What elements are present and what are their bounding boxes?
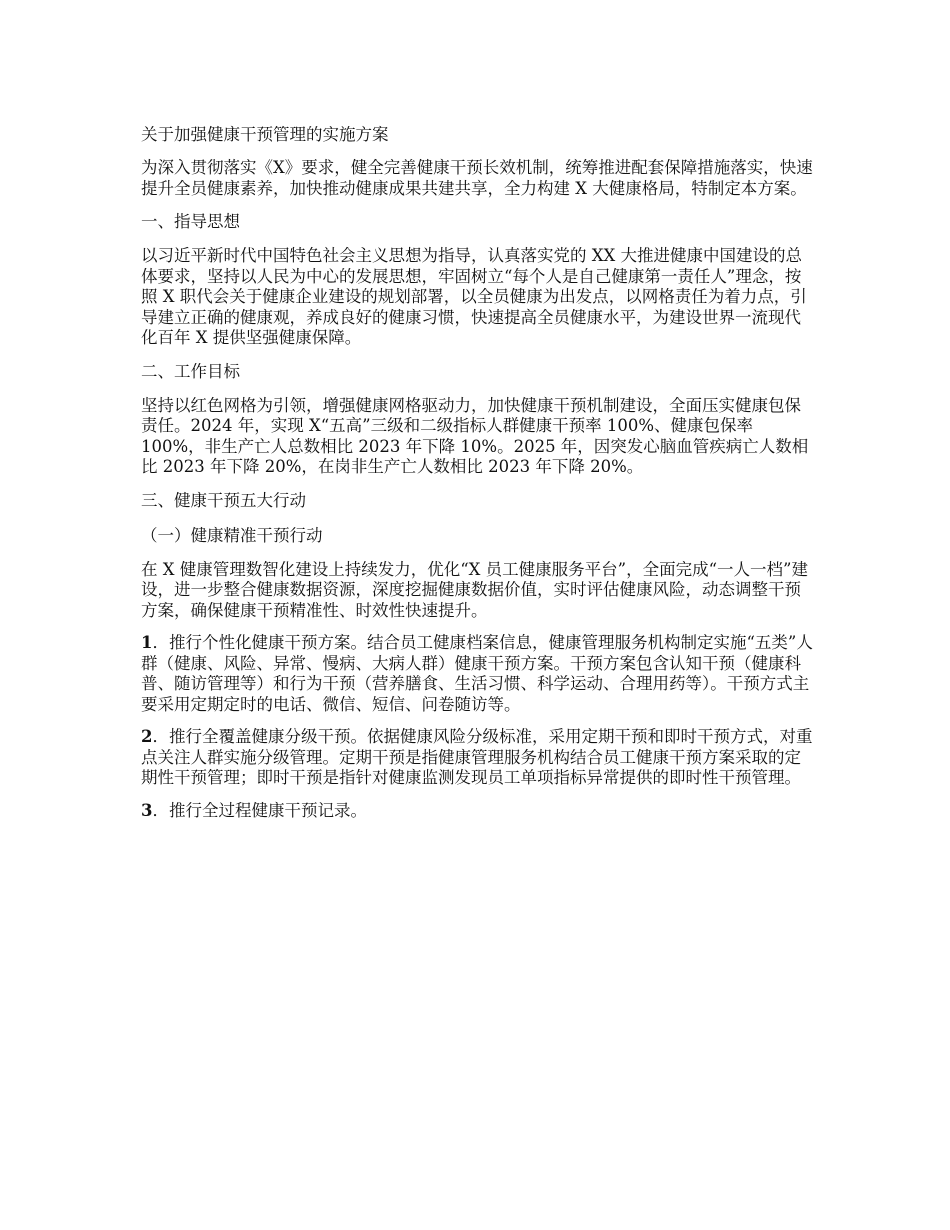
item-text: ．推行个性化健康干预方案。结合员工健康档案信息，健康管理服务机构制定实施“五类”人群（健康、风险、异常、慢病、大病人群）健康干预方案。干预方案包含认知干预（健康科普、随访管理等）和行为干预（营养膳食、生活习惯、科学运动、合理用药等）。干预方式主要采用定期定时的电话、微信、短信、问卷随访等。 (141, 633, 813, 714)
section-heading-work-goals: 二、工作目标 (141, 361, 240, 381)
guiding-ideology-paragraph: 以习近平新时代中国特色社会主义思想为指导，认真落实党的 XX 大推进健康中国建设的总体要求，坚持以人民为中心的发展思想，牢固树立“每个人是自己健康第一责任人”理念，按照 X 职代会关于健康企业建设的规划部署，以全员健康为出发点，以网格责任为着力点，引导建立正确的健康观，养成良好的健康习惯，快速提高全员健康水平，为建设世界一流现代化百年 X 提供坚强健康保障。 (141, 246, 807, 347)
item-text: ．推行全覆盖健康分级干预。依据健康风险分级标准，采用定期干预和即时干预方式，对重点关注人群实施分级管理。定期干预是指健康管理服务机构结合员工健康干预方案采取的定期性干预管理；即时干预是指针对健康监测发现员工单项指标异常提供的即时性干预管理。 (141, 727, 813, 787)
precision-intervention-paragraph: 在 X 健康管理数智化建设上持续发力，优化“X 员工健康服务平台”，全面完成“一人一档”建设，进一步整合健康数据资源，深度挖掘健康数据价值，实时评估健康风险，动态调整干预方案，确保健康干预精准性、时效性快速提升。 (141, 559, 808, 620)
item-number: 1 (141, 633, 153, 652)
subsection-heading-precision-intervention: （一）健康精准干预行动 (141, 525, 323, 545)
item-number: 2 (141, 727, 153, 746)
work-goals-paragraph: 坚持以红色网格为引领，增强健康网格驱动力，加快健康干预机制建设，全面压实健康包保责任。2024 年，实现 X“五高”三级和二级指标人群健康干预率 100%、健康包保率 100%，非生产亡人总数相比 2023 年下降 10%。2025 年，因突发心脑血管疾病亡人数相比 2023 年下降 20%，在岗非生产亡人数相比 2023 年下降 20%。 (141, 395, 809, 476)
item-text: ．推行全过程健康干预记录。 (152, 800, 367, 820)
section-heading-five-actions: 三、健康干预五大行动 (141, 490, 306, 510)
document-page (141, 124, 813, 833)
list-item (141, 801, 813, 822)
intro-paragraph: 为深入贯彻落实《X》要求，健全完善健康干预长效机制，统筹推进配套保障措施落实，快速提升全员健康素养，加快推动健康成果共建共享，全力构建 X 大健康格局，特制定本方案。 (141, 158, 813, 198)
document-title: 关于加强健康干预管理的实施方案 (141, 125, 389, 144)
list-item (141, 633, 813, 715)
item-number: 3 (141, 800, 153, 820)
list-item (141, 727, 813, 789)
section-heading-guiding-ideology: 一、指导思想 (141, 212, 240, 231)
